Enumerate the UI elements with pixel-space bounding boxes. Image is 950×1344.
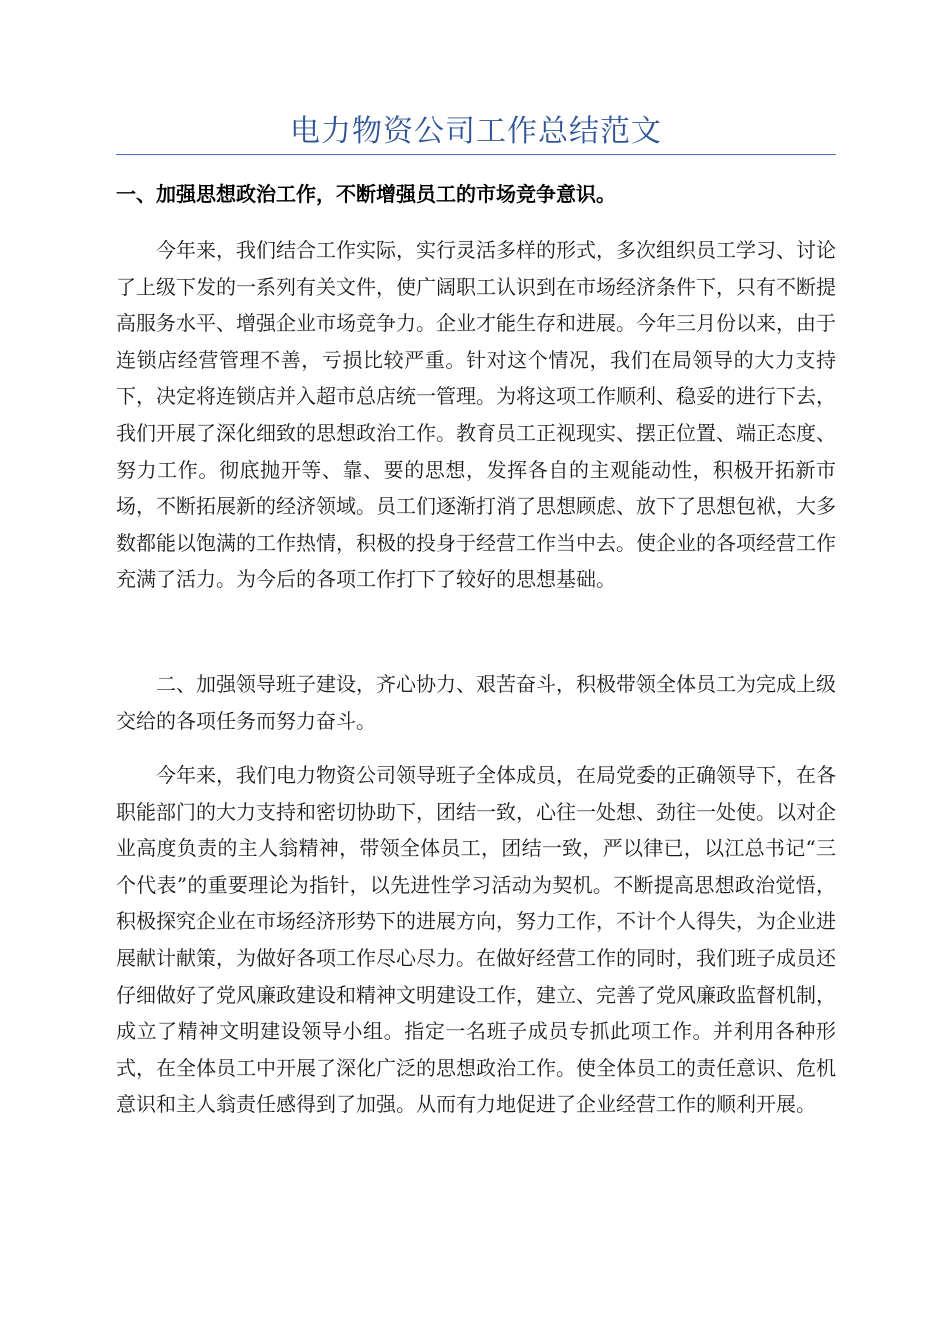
title-underline bbox=[116, 154, 836, 155]
paragraph: 今年来，我们电力物资公司领导班子全体成员，在局党委的正确领导下，在各职能部门的大力支持和密切协助下，团结一致，心往一处想、劲往一处使。以对企业高度负责的主人翁精神，带领全体员工，团结一致，严以律已，以江总书记“三个代表”的重要理论为指针，以先进性学习活动为契机。不断提高思想政治觉悟，积极探究企业在市场经济形势下的进展方向，努力工作，不计个人得失，为企业进展献计献策，为做好各项工作尽心尽力。在做好经营工作的同时，我们班子成员还仔细做好了党风廉政建设和精神文明建设工作，建立、完善了党风廉政监督机制，成立了精神文明建设领导小组。指定一名班子成员专抓此项工作。并利用各种形式，在全体员工中开展了深化广泛的思想政治工作。使全体员工的责任意识、危机意识和主人翁责任感得到了加强。从而有力地促进了企业经营工作的顺利开展。 bbox=[116, 763, 836, 1117]
paragraph: 今年来，我们结合工作实际，实行灵活多样的形式，多次组织员工学习、讨论了上级下发的一系列有关文件，使广阔职工认识到在市场经济条件下，只有不断提高服务水平、增强企业市场竞争力。企业才能生存和进展。今年三月份以来，由于连锁店经营管理不善，亏损比较严重。针对这个情况，我们在局领导的大力支持下，决定将连锁店并入超市总店统一管理。为将这项工作顺利、稳妥的进行下去，我们开展了深化细致的思想政治工作。教育员工正视现实、摆正位置、端正态度、努力工作。彻底抛开等、靠、要的思想，发挥各自的主观能动性，积极开拓新市场，不断拓展新的经济领域。员工们逐渐打消了思想顾虑、放下了思想包袱，大多数都能以饱满的工作热情，积极的投身于经营工作当中去。使企业的各项经营工作充满了活力。为今后的各项工作打下了较好的思想基础。 bbox=[116, 238, 836, 592]
section-heading: 一、加强思想政治工作，不断增强员工的市场竞争意识。 bbox=[116, 182, 616, 206]
paragraph: 二、加强领导班子建设，齐心协力、艰苦奋斗，积极带领全体员工为完成上级交给的各项任务而努力奋斗。 bbox=[116, 672, 836, 733]
document-title: 电力物资公司工作总结范文 bbox=[290, 114, 662, 149]
